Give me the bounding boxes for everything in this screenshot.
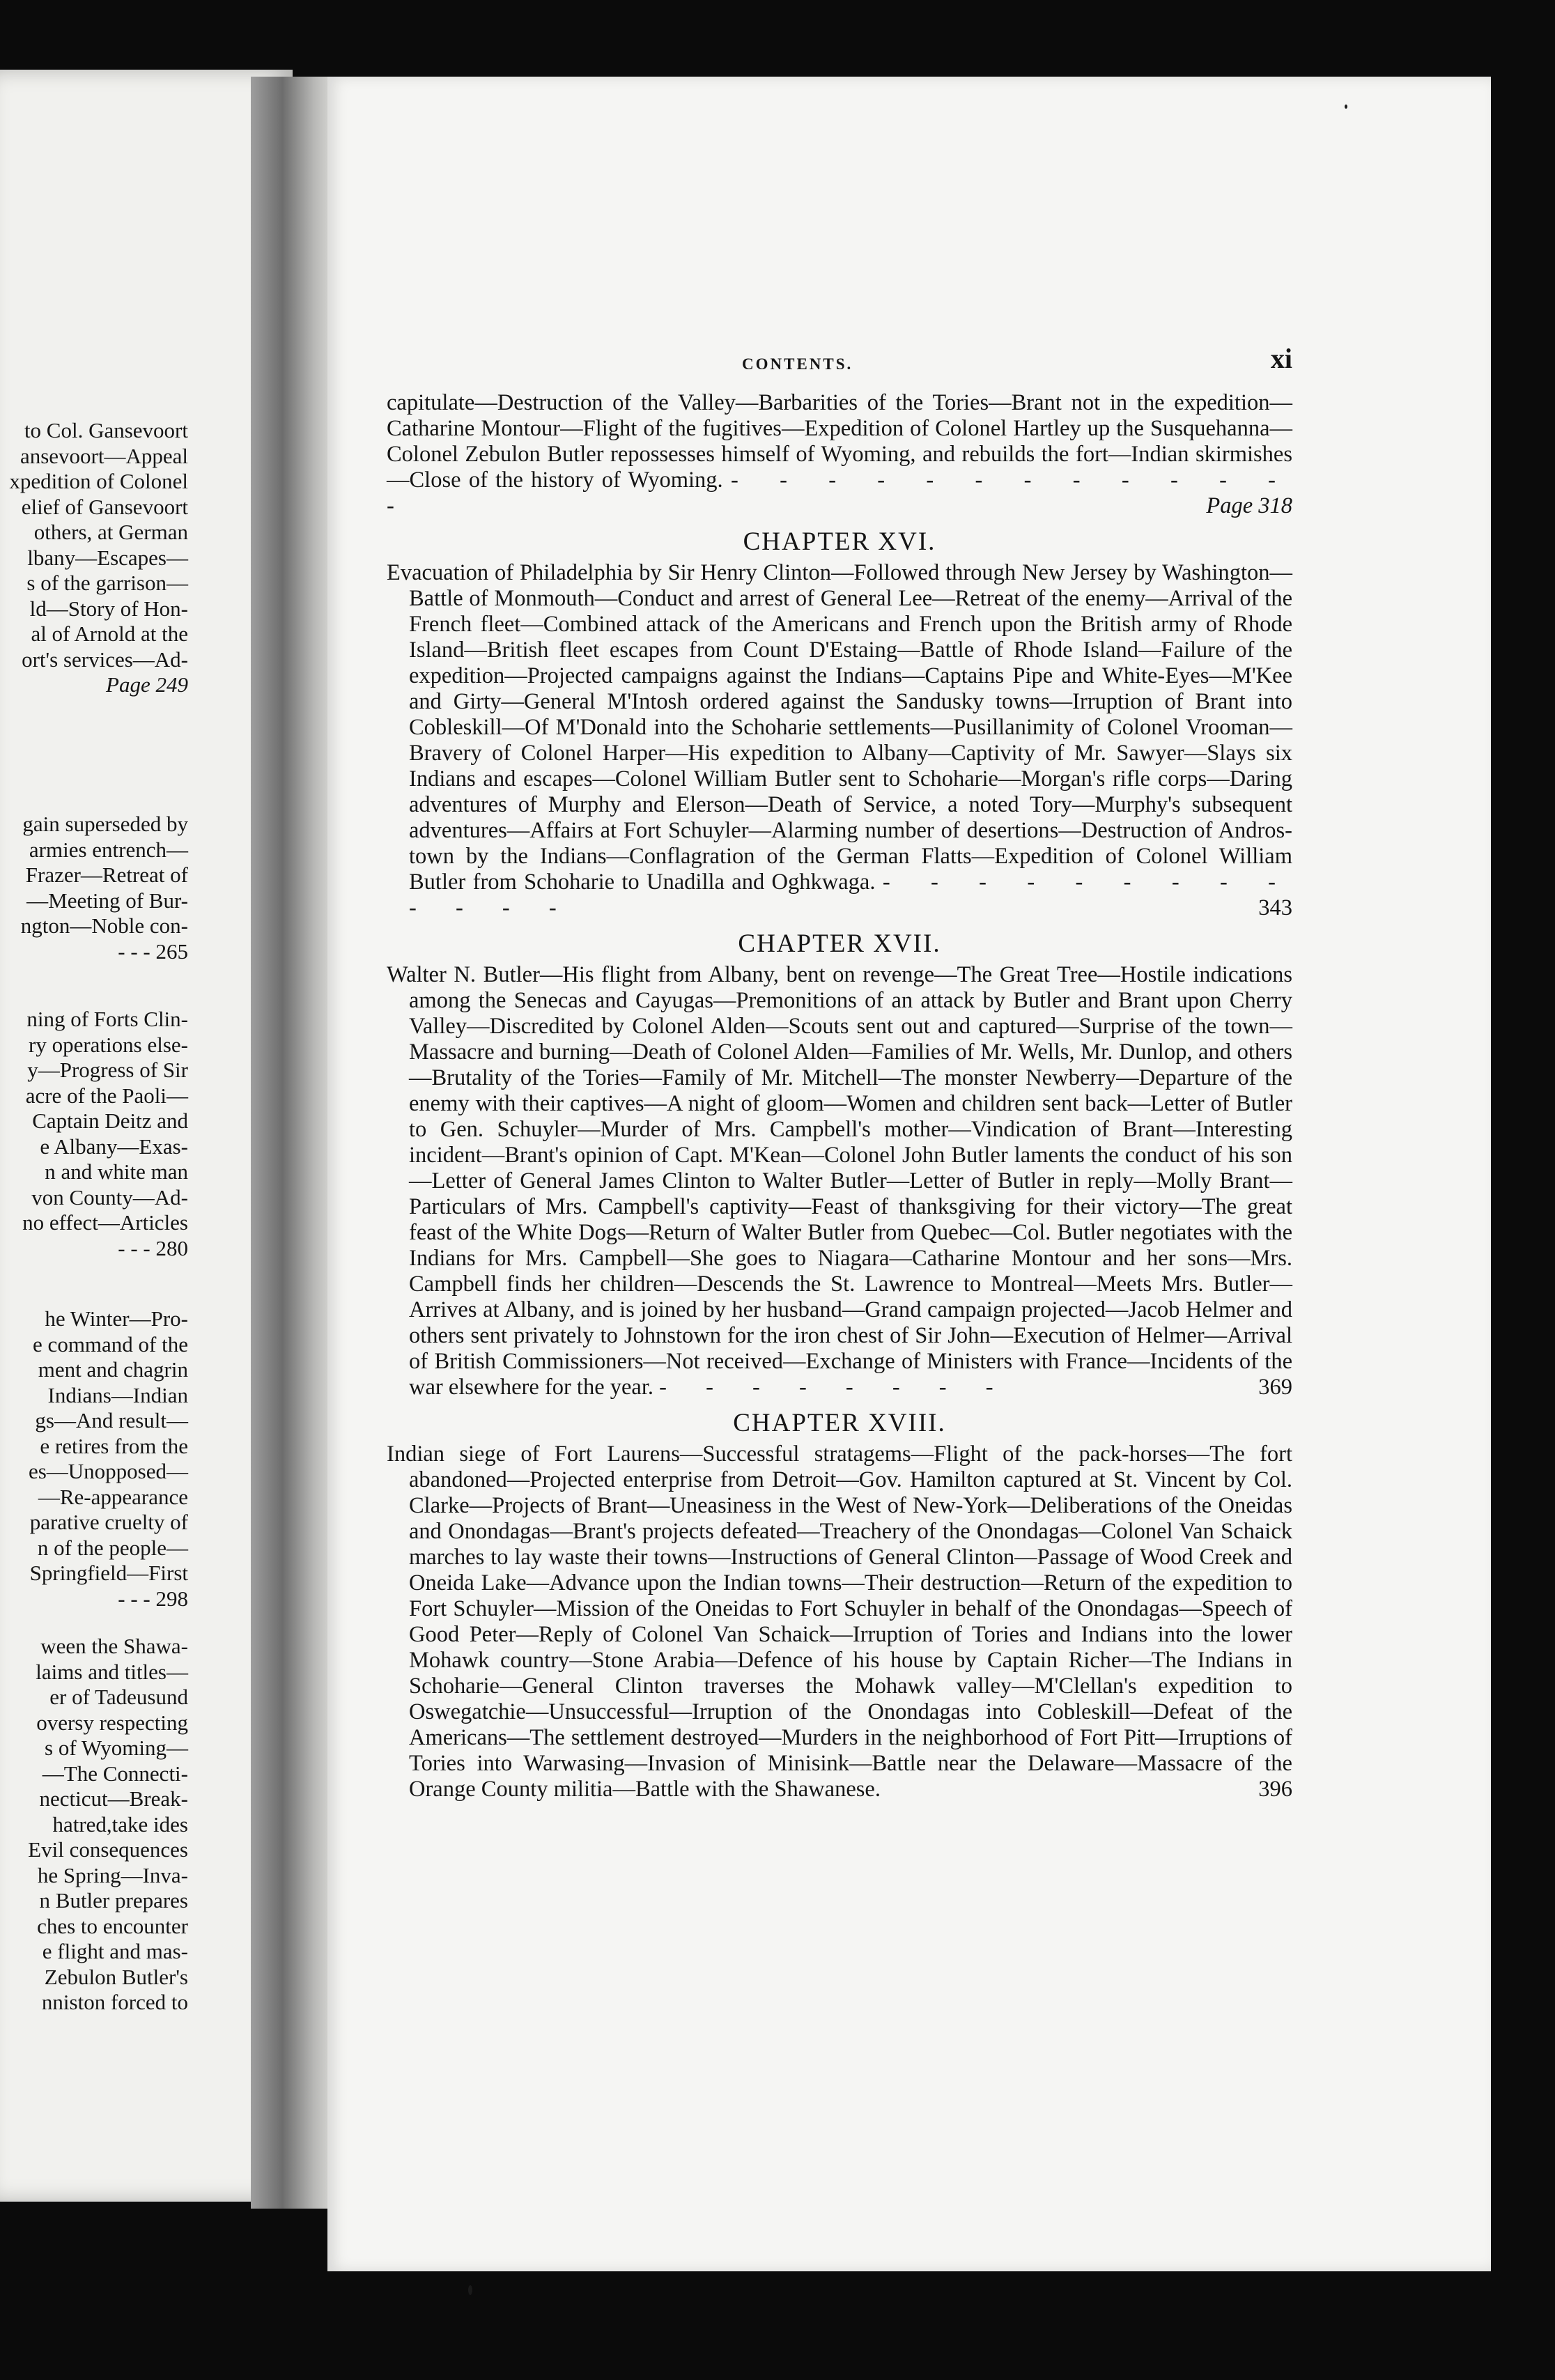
intro-text: capitulate—Destruction of the Valley—Barbarities of the Tories—Brant not in the expedition—Catharine Montour—Flight of the fugitives—Expedition of Colonel Hartley up the Susquehanna—Colonel Zebulon Butler repossesses himself of Wyoming, and rebuilds the fort—Indian skirmishes—Close of the history of Wyoming. bbox=[387, 390, 1292, 493]
left-page-line: parative cruelty of bbox=[29, 1510, 188, 1534]
left-page-line: to Col. Gansevoort bbox=[24, 418, 188, 442]
contents-text-block bbox=[387, 343, 1293, 1802]
left-page-line: er of Tadeusund bbox=[49, 1685, 188, 1709]
left-page-line: ment and chagrin bbox=[38, 1357, 188, 1382]
left-page-entry bbox=[0, 1306, 188, 1612]
left-page-line: xpedition of Colonel bbox=[9, 469, 188, 493]
left-page-entry bbox=[0, 812, 188, 964]
page-reference: 369 bbox=[1258, 1375, 1292, 1400]
chapter-heading: CHAPTER XVII. bbox=[738, 929, 941, 958]
left-page-line: he Spring—Inva- bbox=[37, 1862, 188, 1887]
scan-speck bbox=[1345, 105, 1347, 109]
chapter-heading: CHAPTER XVI. bbox=[743, 527, 936, 556]
left-page-line: hatred,take ides bbox=[52, 1811, 188, 1837]
page-reference: 343 bbox=[1258, 895, 1292, 920]
right-page bbox=[327, 77, 1491, 2271]
left-page-line: s of Wyoming— bbox=[45, 1736, 188, 1760]
leader-dots: - - - - - - - - bbox=[659, 1375, 1010, 1400]
chapter-summary bbox=[387, 560, 1292, 921]
left-page-line: Frazer—Retreat of bbox=[25, 863, 188, 887]
left-page-reference: - - - 298 bbox=[118, 1586, 188, 1611]
chapter-summary-text: Evacuation of Philadelphia by Sir Henry Clinton—Followed through New Jersey by Washington—Battle of Monmouth—Conduct and arrest of General Lee—Retreat of the enemy—Arrival of the French fleet—Combined attack of the Americans and French upon the British army of Rhode Island—British fleet escapes from Count D'Estaing—Battle of Rhode Island—Failure of the expedition—Projected campaigns against the Indians—Captains Pipe and White-Eyes—M'Kee and Girty—General M'Intosh ordered against the Sandusky towns—Irruption of Brant into Cobleskill—Of M'Donald into the Schoharie settlements—Pusillanimity of Colonel Vrooman—Bravery of Colonel Harper—His expedition to Albany—Captivity of Mr. Sawyer—Slays six Indians and escapes—Colonel William Butler sent to Schoharie—Morgan's rifle corps—Daring adventures of Murphy and Elerson—Death of Service, a noted Tory—Murphy's subsequent adventures—Affairs at Fort Schuyler—Alarming number of desertions—Destruction of Andros-town by the Indians—Conflagration of the German Flatts—Expedition of Colonel William Butler from Schoharie to Unadilla and Oghkwaga. bbox=[387, 560, 1292, 895]
left-page-line: he Winter—Pro- bbox=[45, 1306, 188, 1331]
chapter-summary-text: Indian siege of Fort Laurens—Successful stratagems—Flight of the pack-horses—The fort abandoned—Projected enterprise from Detroit—Gov. Hamilton captured at St. Vincent by Col. Clarke—Projects of Brant—Uneasiness in the West of New-York—Deliberations of the Oneidas and Onondagas—Brant's projects defeated—Treachery of the Onondagas—Colonel Van Schaick marches to lay waste their towns—Instructions of General Clinton—Passage of Wood Creek and Oneida Lake—Advance upon the Indian towns—Their destruction—Return of the expedition to Fort Schuyler—Mission of the Oneidas to Fort Schuyler in behalf of the Onondagas—Speech of Good Peter—Reply of Colonel Van Schaick—Irruption of Tories and Indians into the lower Mohawk country—Stone Arabia—Defence of his house by Captain Richer—The Indians in Schoharie—General Clinton traverses the Mohawk valley—M'Clellan's expedition to Oswegatchie—Unsuccessful—Irruption of the Onondagas into Cobleskill—Defeat of the Americans—The settlement destroyed—Murders in the neighborhood of Fort Pitt—Irruptions of Tories into Warwasing—Invasion of Minisink—Battle near the Delaware—Massacre of the Orange County militia—Battle with the Shawanese. bbox=[387, 1442, 1292, 1802]
left-page-entry bbox=[0, 418, 188, 698]
left-page-entry bbox=[0, 1634, 188, 2016]
left-page-line: n and white man bbox=[45, 1159, 188, 1184]
left-page-reference: - - - 280 bbox=[118, 1235, 188, 1260]
left-page-line: elief of Gansevoort bbox=[21, 494, 188, 519]
left-page-line: e retires from the bbox=[40, 1433, 188, 1458]
left-page-line: armies entrench— bbox=[29, 837, 188, 862]
left-page-line: others, at German bbox=[33, 520, 188, 544]
left-page-line: Evil consequences bbox=[28, 1837, 188, 1862]
left-page-line: lbany—Escapes— bbox=[27, 545, 188, 570]
page-folio: xi bbox=[1270, 343, 1292, 374]
left-page-line: ches to encounter bbox=[37, 1913, 188, 1938]
left-page-reference: Page 249 bbox=[106, 672, 188, 697]
left-page-line: nniston forced to bbox=[41, 1990, 188, 2014]
intro-entry bbox=[387, 390, 1292, 519]
left-facing-page bbox=[0, 70, 293, 2202]
left-page-line: ngton—Noble con- bbox=[20, 913, 188, 938]
left-page-line: —Meeting of Bur- bbox=[26, 888, 188, 913]
left-page-line: ld—Story of Hon- bbox=[29, 596, 188, 621]
left-page-line: e command of the bbox=[33, 1331, 188, 1357]
left-page-line: ning of Forts Clin- bbox=[26, 1007, 188, 1031]
left-page-line: —Re-appearance bbox=[38, 1484, 188, 1509]
left-page-line: Zebulon Butler's bbox=[44, 1964, 188, 1989]
left-page-line: —The Connecti- bbox=[42, 1761, 188, 1786]
left-page-line: s of the garrison— bbox=[26, 571, 188, 595]
page-reference: 396 bbox=[1258, 1777, 1292, 1802]
left-page-line: ween the Shawa- bbox=[40, 1634, 188, 1658]
chapter-summary bbox=[387, 962, 1292, 1400]
leader-dots: - - - - - - - - - - - - - bbox=[409, 870, 1292, 920]
left-page-line: al of Arnold at the bbox=[31, 621, 188, 646]
left-page-line: laims and titles— bbox=[36, 1659, 188, 1684]
left-page-line: n of the people— bbox=[37, 1535, 188, 1560]
page-reference: Page 318 bbox=[1206, 493, 1292, 518]
left-page-line: ry operations else- bbox=[29, 1032, 188, 1057]
leader-dots: - - - - - - - - - - - - - bbox=[387, 468, 1293, 518]
scan-speck bbox=[468, 2285, 472, 2295]
left-page-reference: - - - 265 bbox=[118, 938, 188, 964]
left-page-line: gain superseded by bbox=[22, 812, 188, 836]
left-page-line: y—Progress of Sir bbox=[27, 1058, 188, 1082]
left-page-line: ansevoort—Appeal bbox=[20, 443, 188, 468]
left-page-line: n Butler prepares bbox=[39, 1888, 188, 1912]
left-page-entry bbox=[0, 1007, 188, 1261]
left-page-line: oversy respecting bbox=[36, 1710, 188, 1735]
left-page-line: von County—Ad- bbox=[31, 1184, 188, 1210]
left-page-line: necticut—Break- bbox=[39, 1786, 188, 1811]
running-title: CONTENTS. bbox=[742, 355, 853, 373]
left-page-line: ort's services—Ad- bbox=[22, 647, 188, 672]
left-page-line: Captain Deitz and bbox=[32, 1108, 188, 1133]
chapter-summary bbox=[387, 1442, 1292, 1802]
left-page-line: Springfield—First bbox=[29, 1561, 188, 1585]
left-page-line: no effect—Articles bbox=[22, 1210, 188, 1235]
chapter-heading: CHAPTER XVIII. bbox=[733, 1409, 946, 1437]
left-page-line: gs—And result— bbox=[35, 1408, 188, 1432]
chapter-summary-text: Walter N. Butler—His flight from Albany, bent on revenge—The Great Tree—Hostile indications among the Senecas and Cayugas—Premonitions of an attack by Butler and Brant upon Cherry Valley—Discredited by Colonel Alden—Scouts sent out and captured—Surprise of the town—Massacre and burning—Death of Colonel Alden—Families of Mr. Wells, Mr. Dunlop, and others—Brutality of the Tories—Family of Mr. Mitchell—The monster Newberry—Departure of the enemy with their captives—A night of gloom—Women and children sent back—Letter of Butler to Gen. Schuyler—Murder of Mrs. Campbell's mother—Vindication of Brant—Interesting incident—Brant's opinion of Capt. M'Kean—Colonel John Butler laments the conduct of his son—Letter of General James Clinton to Walter Butler—Letter of Butler in reply—Molly Brant—Particulars of Mrs. Campbell's captivity—Feast of thanksgiving for their victory—The great feast of the White Dogs—Return of Walter Butler from Quebec—Col. Butler negotiates with the Indians for Mrs. Campbell—She goes to Niagara—Catharine Montour and her sons—Mrs. Campbell finds her children—Descends the St. Lawrence to Montreal—Meets Mrs. Butler—Arrives at Albany, and is joined by her husband—Grand campaign projected—Jacob Helmer and others sent privately to Johnstown for the iron chest of Sir John—Execution of Helmer—Arrival of British Commissioners—Not received—Exchange of Ministers with France—Incidents of the war elsewhere for the year. bbox=[387, 962, 1292, 1400]
left-page-line: e flight and mas- bbox=[42, 1939, 188, 1963]
running-head bbox=[387, 343, 1292, 390]
left-page-line: Indians—Indian bbox=[47, 1382, 188, 1407]
left-page-line: acre of the Paoli— bbox=[25, 1083, 188, 1108]
left-page-line: es—Unopposed— bbox=[28, 1459, 188, 1483]
left-page-line: e Albany—Exas- bbox=[40, 1134, 188, 1159]
